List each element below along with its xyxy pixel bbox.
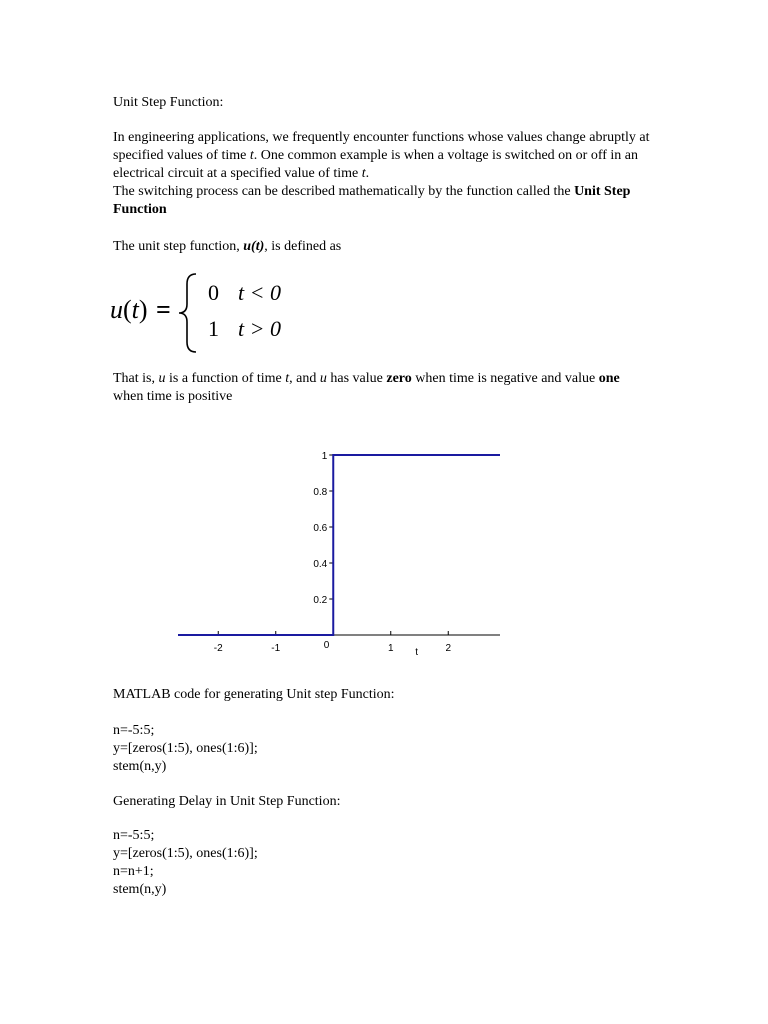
- x-tick-label: -2: [213, 643, 223, 654]
- code-line: y=[zeros(1:5), ones(1:6)];: [113, 741, 258, 756]
- intro-paragraph: [113, 129, 653, 219]
- x-tick-label: -1: [271, 643, 281, 654]
- intro-text-1: In engineering applications, we frequently encounter functions whose values change abruptly at specified values of time: [113, 130, 650, 163]
- equation-lhs-close: ): [138, 295, 148, 324]
- equation-equals: =: [156, 295, 171, 324]
- matlab-code-block: [113, 722, 653, 776]
- equation-case-1: [208, 280, 281, 306]
- section-title: Unit Step Function:: [113, 95, 224, 110]
- matlab-code-title: MATLAB code for generating Unit step Function:: [113, 687, 395, 702]
- y-tick-label: 0.2: [313, 595, 328, 606]
- x-tick-label: 2: [445, 643, 452, 654]
- step-series-line: [178, 455, 500, 635]
- intro-text-3: .: [365, 166, 370, 181]
- code-line: n=n+1;: [113, 864, 154, 879]
- delay-code-block: [113, 827, 653, 899]
- explanation-paragraph: [113, 370, 653, 406]
- delay-code-title: Generating Delay in Unit Step Function:: [113, 794, 341, 809]
- code-line: n=-5:5;: [113, 828, 155, 843]
- case-2-value: 1: [208, 316, 219, 341]
- unit-step-equation: [108, 268, 328, 358]
- code-line: y=[zeros(1:5), ones(1:6)];: [113, 846, 258, 861]
- explanation-text-b: is a function of time: [165, 371, 286, 386]
- definition-suffix: , is defined as: [264, 239, 342, 254]
- case-1-value: 0: [208, 280, 219, 305]
- case-2-condition: t > 0: [238, 316, 281, 341]
- equation-lhs-t: t: [131, 295, 139, 324]
- code-line: n=-5:5;: [113, 723, 155, 738]
- unit-step-plot: [170, 445, 510, 665]
- intro-var-t: t: [249, 148, 254, 163]
- definition-line: [113, 238, 653, 256]
- y-tick-label: 1: [321, 451, 328, 462]
- y-tick-label: 0.4: [313, 559, 328, 570]
- code-line: stem(n,y): [113, 759, 167, 774]
- explanation-zero: zero: [386, 371, 412, 386]
- intro-var-t2: t: [361, 166, 366, 181]
- intro-text-4: The switching process can be described mathematically by the function called the: [113, 184, 575, 199]
- x-tick-label: 1: [387, 643, 394, 654]
- equation-lhs-u: u: [110, 295, 123, 324]
- explanation-text-d: has value: [326, 371, 387, 386]
- y-tick-label: 0.8: [313, 487, 328, 498]
- left-brace-icon: [176, 272, 200, 354]
- intro-bold-term: Unit Step Function: [113, 184, 631, 217]
- y-tick-label: 0.6: [313, 523, 328, 534]
- explanation-var-t: t: [285, 371, 290, 386]
- explanation-text-a: That is,: [113, 371, 159, 386]
- plot-axes: [178, 455, 500, 635]
- equation-lhs: [110, 295, 148, 325]
- code-line: stem(n,y): [113, 882, 167, 897]
- explanation-one: one: [598, 371, 620, 386]
- case-1-condition: t < 0: [238, 280, 281, 305]
- equation-case-2: [208, 316, 281, 342]
- intro-text-2: . One common example is when a voltage is switched on or off in an electrical circuit at a specified value of time: [113, 148, 638, 181]
- origin-label: 0: [323, 640, 330, 651]
- explanation-text-c: , and: [289, 371, 320, 386]
- explanation-var-u1: u: [158, 371, 166, 386]
- explanation-text-e: when time is negative and value: [411, 371, 599, 386]
- explanation-var-u2: u: [319, 371, 327, 386]
- x-axis-label: t: [415, 647, 419, 658]
- equation-lhs-open: (: [123, 295, 132, 324]
- definition-symbol: u(t): [243, 239, 265, 254]
- definition-prefix: The unit step function,: [113, 239, 244, 254]
- plot-series: [178, 455, 500, 635]
- explanation-text-f: when time is positive: [113, 389, 233, 404]
